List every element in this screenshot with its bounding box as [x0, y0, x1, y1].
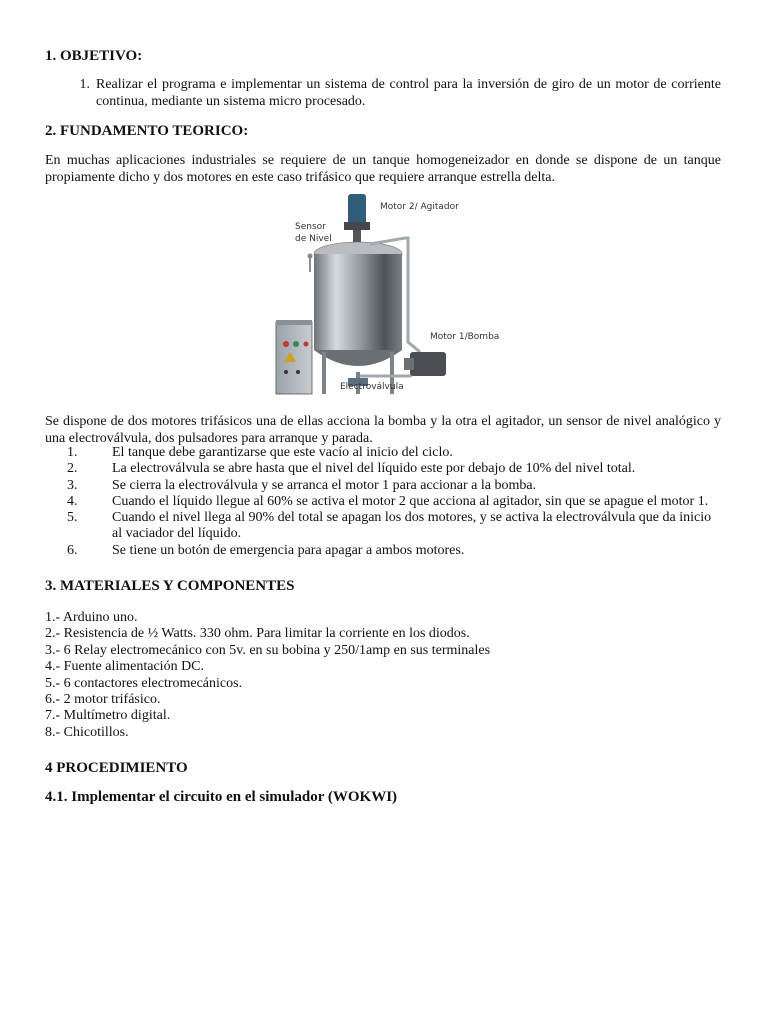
list-item: 1.- Arduino uno.: [45, 610, 138, 625]
list-item: [45, 76, 721, 110]
list-item: [45, 478, 721, 494]
list-item: [45, 543, 721, 559]
pump-motor-icon: [410, 352, 446, 376]
sensor-label-2: de Nivel: [295, 234, 332, 244]
control-panel-icon: [276, 322, 312, 394]
list-text: Se tiene un botón de emergencia para apagar a ambos motores.: [112, 542, 465, 558]
list-number: 1.: [67, 445, 78, 460]
procedimiento-subheading: 4.1. Implementar el circuito en el simulador (WOKWI): [45, 789, 398, 805]
list-item: 4.- Fuente alimentación DC.: [45, 659, 205, 675]
list-number: 4.: [67, 493, 78, 509]
list-number: 2.: [67, 461, 78, 477]
fundamento-description: Se dispone de dos motores trifásicos una de ellas acciona la bomba y la otra el agitador, un sensor de nivel analógico y una electroválvula, dos pulsadores para arranque y parada.: [45, 414, 721, 446]
list-item: 8.- Chicotillos.: [45, 724, 129, 740]
fundamento-heading: 2. FUNDAMENTO TEORICO:: [45, 123, 249, 139]
list-item: 6.- 2 motor trifásico.: [45, 692, 161, 708]
list-text: El tanque debe garantizarse que este vacío al inicio del ciclo.: [112, 445, 453, 460]
objetivo-heading: 1. OBJETIVO:: [45, 48, 143, 64]
motor2-label: Motor 2/ Agitador: [380, 202, 459, 212]
motor1-label: Motor 1/Bomba: [430, 332, 500, 342]
materiales-list: [45, 610, 721, 741]
tank-figure: [270, 192, 500, 402]
tank-body-icon: [314, 254, 402, 350]
materiales-heading: 3. MATERIALES Y COMPONENTES: [45, 578, 295, 594]
procedimiento-heading: 4 PROCEDIMIENTO: [45, 760, 188, 776]
list-item: [45, 494, 721, 510]
list-number: 6.: [67, 542, 78, 558]
list-item: 5.- 6 contactores electromecánicos.: [45, 675, 243, 691]
sensor-label-1: Sensor: [295, 222, 326, 232]
list-item: [45, 445, 721, 461]
valve-label: Electroválvula: [340, 382, 404, 392]
list-item: [45, 510, 721, 543]
list-text: Realizar el programa e implementar un sistema de control para la inversión de giro de un motor de corriente continua, mediante un sistema micro procesado.: [96, 77, 721, 109]
list-item: 3.- 6 Relay electromecánico con 5v. en su bobina y 250/1amp en sus terminales: [45, 642, 491, 658]
steps-list: [45, 445, 721, 559]
list-item: 7.- Multímetro digital.: [45, 708, 171, 724]
list-text: La electroválvula se abre hasta que el nivel del líquido este por debajo de 10% del nivel total.: [112, 461, 636, 477]
list-item: [45, 461, 721, 477]
sensor-icon: [308, 254, 313, 259]
list-item: 2.- Resistencia de ½ Watts. 330 ohm. Para limitar la corriente en los diodos.: [45, 626, 470, 642]
list-text: Se cierra la electroválvula y se arranca el motor 1 para accionar a la bomba.: [112, 477, 537, 493]
list-text: Cuando el nivel llega al 90% del total se apagan los dos motores, y se activa la electroválvula que da inicio al vaciador del líquido.: [112, 510, 712, 542]
list-number: 3.: [67, 477, 78, 493]
list-text: Cuando el líquido llegue al 60% se activa el motor 2 que acciona al agitador, sin que se apague el motor 1.: [112, 493, 709, 509]
list-number: 5.: [67, 510, 78, 526]
fundamento-intro: En muchas aplicaciones industriales se requiere de un tanque homogeneizador en donde se dispone de un tanque propiamente dicho y dos motores en este caso trifásico que requiere arranque estrella delta.: [45, 153, 721, 185]
list-number: 1.: [79, 77, 90, 92]
objetivo-list: [45, 76, 721, 110]
